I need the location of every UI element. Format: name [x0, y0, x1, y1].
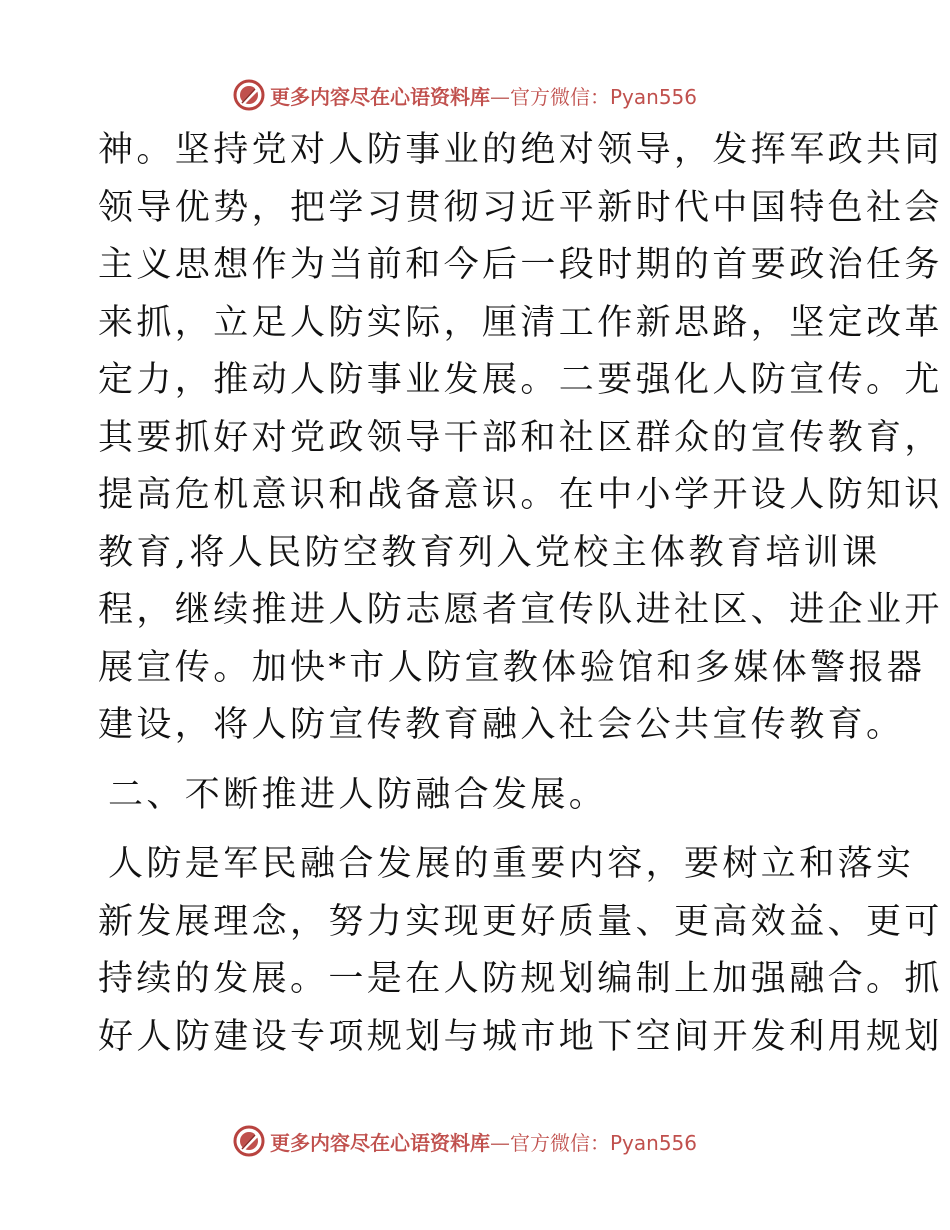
watermark-brand: 更多内容尽在心语资料库: [270, 1130, 490, 1155]
text-line: 神。坚持党对人防事业的绝对领导，发挥军政共同: [98, 130, 943, 170]
text-line: 建设，将人防宣传教育融入社会公共宣传教育。: [98, 705, 905, 745]
text-line: 提高危机意识和战备意识。在中小学开设人防知识: [98, 475, 943, 515]
text-line: 持续的发展。一是在人防规划编制上加强融合。抓: [98, 959, 943, 999]
red-quill-seal-icon: [232, 78, 266, 112]
paragraph-2: [98, 836, 943, 1066]
text-line: 程，继续推进人防志愿者宣传队进社区、进企业开: [98, 590, 943, 630]
text-line: 展宣传。加快*市人防宣教体验馆和多媒体警报器: [98, 647, 926, 688]
watermark-separator: —: [490, 1130, 510, 1155]
text-line: 来抓，立足人防实际，厘清工作新思路，坚定改革: [98, 302, 943, 343]
watermark-brand: 更多内容尽在心语资料库: [270, 84, 490, 109]
watermark-wechat-id: Pyan556: [610, 84, 698, 109]
watermark-official-label: 官方微信：: [510, 1130, 610, 1155]
paragraph-1: [98, 122, 943, 755]
footer-watermark: [0, 1120, 950, 1160]
watermark-official-label: 官方微信：: [510, 84, 610, 109]
watermark-separator: —: [490, 84, 510, 109]
text-line: 其要抓好对党政领导干部和社区群众的宣传教育，: [98, 417, 943, 458]
watermark-banner: [232, 78, 697, 112]
text-line: 定力，推动人防事业发展。二要强化人防宣传。尤: [98, 360, 943, 400]
paragraph-spacer: [98, 755, 858, 767]
text-line: 领导优势，把学习贯彻习近平新时代中国特色社会: [98, 187, 943, 228]
text-line: 新发展理念，努力实现更好质量、更高效益、更可: [98, 901, 943, 942]
text-line: 好人防建设专项规划与城市地下空间开发利用规划: [98, 1016, 943, 1057]
paragraph-spacer: [98, 824, 858, 836]
watermark-text: [270, 1127, 697, 1156]
watermark-banner: [232, 1124, 697, 1158]
text-line: 教育,将人民防空教育列入党校主体教育培训课: [98, 532, 881, 573]
text-line: 人防是军民融合发展的重要内容，要树立和落实: [108, 844, 915, 884]
section-heading: 二、不断推进人防融合发展。: [108, 774, 608, 815]
text-line: 主义思想作为当前和今后一段时期的首要政治任务: [98, 245, 943, 285]
header-watermark: [0, 74, 950, 114]
watermark-text: [270, 81, 697, 110]
document-body: [98, 122, 943, 1066]
watermark-wechat-id: Pyan556: [610, 1130, 698, 1155]
red-quill-seal-icon: [232, 1124, 266, 1158]
